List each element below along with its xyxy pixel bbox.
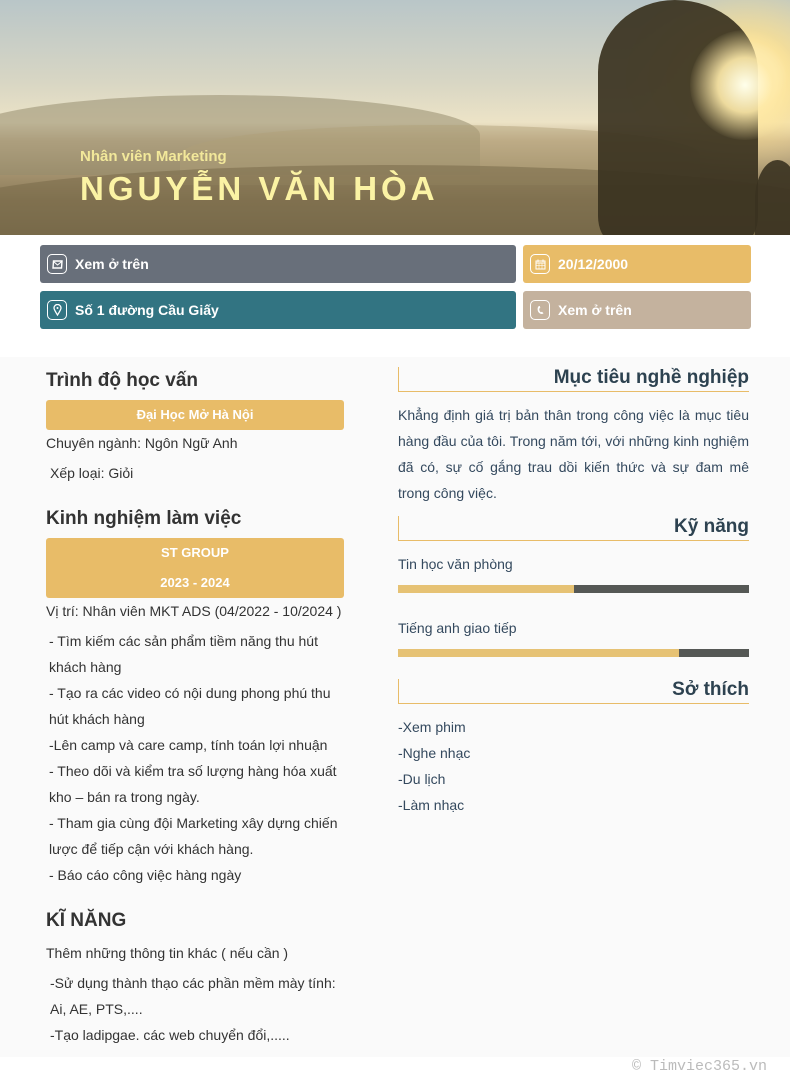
- contact-phone-value: Xem ở trên: [558, 302, 632, 318]
- education-major: Chuyên ngành: Ngôn Ngữ Anh: [46, 435, 238, 451]
- skills-heading: Kỹ năng: [398, 516, 749, 541]
- objective-heading: Mục tiêu nghề nghiệp: [398, 367, 749, 392]
- skill-bar-fill: [398, 585, 574, 593]
- banner-sun-glow: [690, 30, 790, 140]
- hobby-item: -Du lịch: [398, 771, 446, 787]
- candidate-name: NGUYỄN VĂN HÒA: [80, 170, 439, 207]
- skill-label: Tin học văn phòng: [398, 556, 513, 572]
- contact-address: [40, 291, 516, 329]
- skill-bar: [398, 649, 749, 657]
- hobbies-heading: Sở thích: [398, 679, 749, 704]
- experience-duties: [49, 628, 341, 888]
- experience-heading: Kinh nghiệm làm việc: [46, 508, 242, 529]
- contact-address-value: Số 1 đường Cầu Giấy: [75, 302, 219, 318]
- duty-item: - Tham gia cùng đội Marketing xây dựng chiến lược để tiếp cận với khách hàng.: [49, 815, 338, 857]
- duty-item: - Báo cáo công việc hàng ngày: [49, 867, 242, 883]
- extra-skill-item: -Sử dụng thành thạo các phần mềm mày tính: Ai, AE, PTS,....: [50, 975, 336, 1017]
- footer-copyright: © Timviec365.vn: [632, 1058, 768, 1075]
- email-icon: [47, 254, 67, 274]
- contact-dob-value: 20/12/2000: [558, 256, 629, 272]
- hobby-item: -Xem phim: [398, 719, 466, 735]
- objective-text: Khẳng định giá trị bản thân trong công việc là mục tiêu hàng đầu của tôi. Trong năm tới, với những kinh nghiệm đã có, sự cố gắng trau dồi kiến thức và sự đam mê trong công việc.: [398, 407, 749, 501]
- extra-skills-list: [50, 970, 342, 1048]
- phone-icon: [530, 300, 550, 320]
- hobby-item: -Làm nhạc: [398, 797, 465, 813]
- hobby-item: -Nghe nhạc: [398, 745, 471, 761]
- contact-dob: [523, 245, 751, 283]
- hobbies-list: [398, 714, 749, 818]
- experience-company: ST GROUP: [161, 545, 229, 560]
- skill-bar: [398, 585, 749, 593]
- contact-phone: [523, 291, 751, 329]
- extra-skills-heading: KĨ NĂNG: [46, 910, 127, 931]
- education-heading: Trình độ học vấn: [46, 370, 199, 391]
- education-grade: Xếp loại: Giỏi: [50, 465, 134, 481]
- duty-item: -Lên camp và care camp, tính toán lợi nhuận: [49, 737, 328, 753]
- duty-item: - Tạo ra các video có nội dung phong phú thu hút khách hàng: [49, 685, 331, 727]
- banner-tree: [755, 160, 790, 235]
- job-title: Nhân viên Marketing: [80, 148, 227, 165]
- education-school: Đại Học Mở Hà Nội: [46, 400, 344, 430]
- calendar-icon: [530, 254, 550, 274]
- experience-company-block: [46, 538, 344, 598]
- duty-item: - Theo dõi và kiểm tra số lượng hàng hóa xuất kho – bán ra trong ngày.: [49, 763, 337, 805]
- skill-bar-fill: [398, 649, 679, 657]
- extra-skills-intro: Thêm những thông tin khác ( nếu cần ): [46, 945, 289, 961]
- experience-position: Vị trí: Nhân viên MKT ADS (04/2022 - 10/2024 ): [46, 603, 342, 619]
- duty-item: - Tìm kiếm các sản phẩm tiềm năng thu hút khách hàng: [49, 633, 318, 675]
- skill-label: Tiếng anh giao tiếp: [398, 620, 517, 636]
- experience-period: 2023 - 2024: [160, 575, 230, 590]
- location-pin-icon: [47, 300, 67, 320]
- contact-email: [40, 245, 516, 283]
- extra-skill-item: -Tạo ladipgae. các web chuyển đổi,.....: [50, 1027, 290, 1043]
- contact-email-value: Xem ở trên: [75, 256, 149, 272]
- cv-body: [0, 357, 790, 1057]
- header-banner: [0, 0, 790, 235]
